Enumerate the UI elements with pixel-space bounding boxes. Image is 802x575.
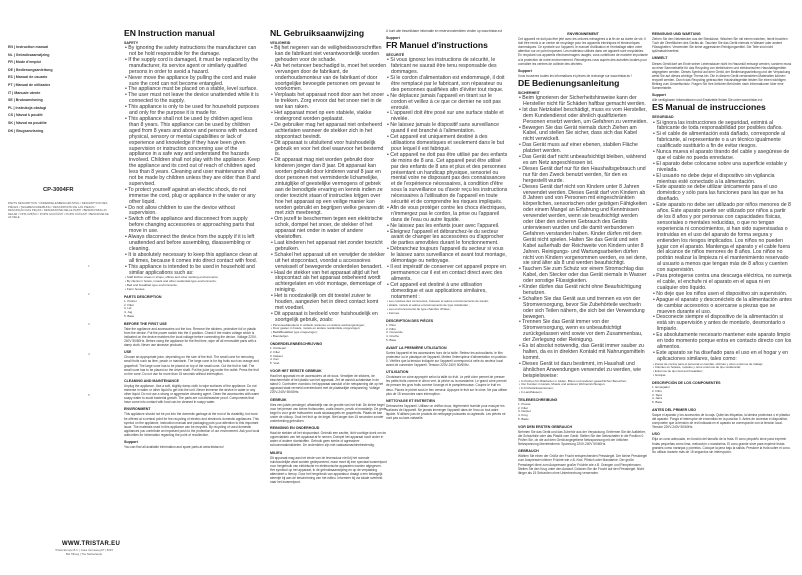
before-first-use-text: Saque el aparato y los accesorios de la caja. Quite las etiquetas, la lámina protectora o el plástico del aparato. Ponga el interruptor de encendido en la posición 0. Antes de conectar el dispositivo, compruebe que la tensión de red indicada en el aparato se corresponde con la tensión local. Tensión 220V-240V 50/60Hz.	[652, 413, 791, 430]
usage-item: • Hôtels, motels et autres environnements de type résidentiel ;	[386, 304, 508, 308]
usage-item: • Personeelskeukens in winkels, kantoren en andere werkomgevingen;	[270, 324, 387, 328]
safety-item: • Ist das Netzkabel beschädigt, muss es vom Hersteller, dem Kundendienst oder ähnlich qualifizierten Personen ersetzt werden, um Gefahren zu vermeiden.	[518, 108, 648, 126]
part-item: 2. Filter	[518, 405, 529, 410]
safety-item: • Het apparaat moet op een stabiele, vlakke ondergrond worden geplaatst.	[270, 111, 387, 123]
section-title	[270, 29, 387, 38]
safety-item: • Trennen Sie das Gerät immer von der Stromversorgung, wenn es unbeaufsichtigt zurückgelassen wird sowie vor dem Zusammenbau, der Zerlegung oder Reinigung.	[518, 320, 648, 344]
section-title	[518, 79, 648, 88]
language-index-item: FR | Mode d'emploi	[8, 60, 41, 65]
parts-heading: PARTS DESCRIPTION	[124, 294, 162, 299]
language-index-item: DK | Brugsanvisning	[8, 128, 44, 133]
environment-heading: ENVIRONNEMENT	[567, 32, 599, 36]
usage-item: • Entornos de tipo bed and breakfast;	[652, 370, 792, 374]
safety-heading: SICHERHEIT	[518, 90, 540, 95]
part-item: 5. Basis	[518, 417, 529, 421]
safety-item: • Si vous ignorez les instructions de sécurité, le fabricant ne saurait être tenu responsable des dommages.	[386, 58, 508, 76]
safety-item: • Dit apparaat is uitsluitend voor huishoudelijk gebruik en voor het doel waarvoor het bestemd is.	[270, 141, 387, 159]
safety-item: • Always disconnect the device from the supply if it is left unattended and before assembling, disassembling or cleaning.	[124, 235, 260, 253]
safety-heading: VEILIGHEID	[270, 41, 291, 45]
part-item: 5. Base	[386, 337, 397, 342]
safety-item: • Schalten Sie das Gerät aus und trennen es von der Stromversorgung, bevor Sie Zubehörteile wechseln oder sich Teilen nähern, die sich bei der Verwendung bewegen.	[518, 297, 648, 321]
safety-item: • Bij het negeren van de veiligheidsvoorschriften kan de fabrikant niet verantwoordelijk worden gehouden voor de schade.	[270, 46, 387, 64]
safety-item: • The appliance must be placed on a stable, level surface.	[124, 87, 260, 93]
safety-heading: SEGURIDAD	[652, 115, 674, 120]
before-first-use-heading: AVANT LA PREMIÈRE UTILISATION	[386, 345, 447, 350]
part-item: 1. Empujador	[652, 384, 670, 389]
before-first-use-text: Haal het apparaat en de accessoires uit de doos. Verwijder de stickers, de beschermfolie of het plastic van het apparaat. Zet de aan/uit-schakelaar in de stand 0. Controleer voordat u het apparaat aansluit of de netspanning die op het apparaat staat vermeld overeenkomt met de plaatselijke netspanning. Voltage 220V-240V 50/60Hz.	[270, 374, 384, 395]
safety-item: • Kinder dürfen das Gerät nicht ohne Beaufsichtigung benutzen.	[518, 285, 648, 297]
spanish-section	[652, 29, 792, 569]
safety-item: • Cet appareil est uniquement destiné à des utilisations domestiques et seulement dans le but pour lequel il est fabriqué.	[386, 135, 508, 153]
support-text: U kunt alle beschikbare informatie en reserveonderdelen vinden op www.tristar.eu!	[386, 29, 503, 33]
environment-text: Dit apparaat mag aan het einde van de levensduur niet bij het normale huishoudelijke afval worden gedeponeerd, maar moet bij een speciaal inzamelpunt voor hergebruik van elektrische en elektronische apparaten worden afgegeven. Het symbool op het apparaat, in de gebruiksaanwijzing en op de verpakking attendeert u hierop. Door het hergebruik van apparatuur draagt u een belangrijk steentje bij aan de bescherming van het milieu. Informeer bij uw lokale overheid naar het inzamelpunt.	[270, 455, 387, 485]
part-item: 4. Cruche	[386, 334, 400, 339]
language-index-item: NL | Gebruiksaanwijzing	[8, 52, 50, 57]
usage-item: • In Küchen für Mitarbeiter in Läden, Büros und anderen gewerblichen Bereichen;	[518, 380, 648, 384]
use-text: Choose an appropriate juice, depending on the size of the fruit. The small cone for removing small fruits such as lime, peach or mandarin. The large cone is for big fruits such as orange and grapefruit. The large cone has to be placed on top of the small cone. Cut the fruit in half. The small cone has to be placed on the driver shaft. Put the juice jug under the outlet. Press the fruit on the cone. Do not use for more than 15 seconds without interruption.	[124, 355, 259, 376]
safety-item: • Verplaats het apparaat nooit door aan het snoer te trekken. Zorg ervoor dat het snoer niet in de war kan raken.	[270, 93, 387, 111]
cleaning-text: Unplug the appliance. Use a soft, slightly damp cloth to wipe surfaces of the appliance. Do not immerse in water or other liquid to get into the unit. Never immerse the device in water or any other liquid. Do not use a strong or aggressive cleaning agent. Clean the accessories with warm soapy water to avoid bacterial growth. The parts are not dishwasher proof. Components that have come into contact with food can be cleaned in soapy water.	[124, 383, 260, 405]
safety-item: • Il est impératif de conserver cet appareil propre en permanence car il est en contact direct avec des aliments.	[386, 265, 508, 283]
safety-item: • This appliance is only to be used for household purposes and only for the purpose it is made for.	[124, 105, 260, 117]
language-index-item: EN | Instruction manual	[8, 45, 49, 49]
figure-number: 2	[88, 292, 90, 296]
use-text: Kies een juiste perskegel, afhankelijk van de grootte van het fruit. De kleine kegel voor het persen van kleine fruitsoorten, zoals limoen, perzik of mandarijn. De grote kegel is voor grote fruitsoorten zoals sinaasappels en grapefruits. Plaats de kan onder de uitloop. Druk het fruit op de kegel. Niet langer dan 15 seconden zonder onderbreking gebruiken.	[270, 402, 387, 423]
language-code: ES	[652, 102, 664, 113]
safety-item: • If the supply cord is damaged, it must be replaced by the manufacturer, its service agent or similarly qualified persons in order to avoid a hazard.	[124, 58, 260, 76]
section-title-text: Gebruiksaanwijzing	[283, 29, 365, 38]
safety-item: • El aparato debe colocarse sobre una superficie estable y nivelada.	[652, 162, 792, 174]
part-item: 3. Deckel	[518, 409, 531, 414]
language-index-item: ES | Manual de usuario	[8, 75, 48, 80]
safety-item: • Bewegen Sie das Gerät niemals durch Ziehen am Kabel, und stellen Sie sicher, dass sich das Kabel nicht verwickelt.	[518, 126, 648, 144]
usage-item: • Bed and breakfast type environments;	[124, 284, 260, 288]
french-section	[386, 29, 508, 569]
language-code: DE	[518, 77, 530, 88]
part-item: 4. Jug	[124, 310, 133, 315]
cleaning-heading: REINIGUNG UND WARTUNG	[652, 32, 701, 36]
safety-item: • Laat kinderen het apparaat niet zonder toezicht gebruiken.	[270, 241, 387, 253]
parts-description-multilang: PARTS DESCRIPTION / ONDERDELENBESCHRIJVING / DESCRIPTION DES PIÈCES / TEILEBESCHREIBUNG / DESCRIPCIÓN DE LAS PIEZAS / DESCRIÇÃO DAS PEÇAS / DESCRIZIONE DELLE PARTI / BESKRIVNING AV DELAR / OPIS CZĘŚCI / POPIS SOUČÁSTÍ / POPIS SÚČASTÍ / BESKRIVELSE AF DELE	[8, 201, 109, 220]
before-first-use-text: Take the appliance and accessories out the box. Remove the stickers, protective foil or plastic from the device. Put the power switch into the 0 position. Check if the mains voltage which is indicated on the device matches the local voltage before connecting the device. Voltage 220V-240V 50/60Hz. Before using the appliance for the first time, wipe off all removable parts with a damp cloth. Never use abrasive products.	[124, 326, 257, 348]
safety-item: • Ne laissez jamais le dispositif sans surveillance quand il est branché à l'alimentation.	[386, 123, 508, 135]
safety-item: • Dit apparaat is bedoeld voor huishoudelijk en soortgelijk gebruik, zoals:	[270, 312, 387, 324]
safety-item: • This appliance shall not be used by children aged less than 8 years. This appliance can be used by children aged from 8 years and above and persons with reduced physical, sensory or mental capabilities or lack of experience and knowledge if they have been given supervision or instruction concerning use of the appliance in a safe way and understand the hazards involved. Children shall not play with the appliance. Keep the appliance and its cord out of reach of children aged less than 8 years. Cleaning and user maintenance shall not be made by children unless they are older than 8 and supervised.	[124, 117, 260, 188]
usage-item: • Staff kitchen areas in shops, offices and other working environments;	[124, 276, 260, 280]
safety-item: • De gebruiker mag het apparaat niet onbeheerd achterlaten wanneer de stekker zich in het stopcontact bevindt.	[270, 123, 387, 141]
cleaning-heading: REINIGING EN ONDERHOUD	[270, 426, 320, 431]
support-heading: Support	[386, 36, 400, 41]
safety-item: • Om jezelf te beschermen tegen een elektrische schok, dompel het snoer, de stekker of het apparaat niet onder in water of andere vloeistoffen.	[270, 217, 387, 241]
usage-item: • Boerderijen.	[270, 335, 387, 339]
safety-item: • Si el cable de alimentación está dañado, corresponde al fabricante, al representante o a un técnico igualmente cualificado sustituirlo a fin de evitar riesgos.	[652, 132, 792, 150]
usage-item: • Clientes en hoteles, moteles y otros entornos de tipo residencial;	[652, 366, 792, 370]
usage-item: • By clients in hotels, motels and other residential type environments;	[124, 280, 260, 284]
safety-item: • Dieses Gerät darf nicht von Kindern unter 8 Jahren verwendet werden. Dieses Gerät darf von Kindern ab 8 Jahren und von Personen mit eingeschränkten körperlichen, sensorischen oder geistigen Fähigkeiten oder einem Mangel an Erfahrung und Kenntnissen verwendet werden, wenn sie beaufsichtigt werden oder über den sicheren Gebrauch des Geräts unterwiesen wurden und die damit verbundenen Gefahren verstanden haben. Kinder dürfen mit dem Gerät nicht spielen. Halten Sie das Gerät und sein Kabel außerhalb der Reichweite von Kindern unter 8 Jahren. Reinigungs- und Wartungsarbeiten dürfen nicht von Kindern vorgenommen werden, es sei denn, sie sind älter als 8 und werden beaufsichtigt.	[518, 185, 648, 268]
language-index-item: PL | Instrukcja obsługi	[8, 105, 47, 110]
safety-item: • Este aparato se debe utilizar únicamente para el uso doméstico y sólo para las funciones para las que se ha diseñado.	[652, 185, 792, 203]
safety-item: • Das Gerät muss auf einer ebenen, stabilen Fläche platziert werden.	[518, 143, 648, 155]
language-index-item: CS | Návod k použití	[8, 113, 43, 118]
figure-number: 3	[88, 322, 90, 326]
safety-item: • Si le cordon d'alimentation est endommagé, il doit être remplacé par le fabricant, son réparateur ou des personnes qualifiées afin d'éviter tout risque.	[386, 76, 508, 94]
figure-number: 1	[88, 264, 90, 268]
section-title-text: Bedienungsanleitung	[531, 77, 620, 88]
safety-item: • Schakel het apparaat uit en verwijder de stekker uit het stopcontact, voordat u accessoires verwisselt of bewegende onderdelen benadert.	[270, 253, 387, 271]
before-first-use-heading: ANTES DEL PRIMER USO	[652, 407, 697, 412]
support-heading: Support	[518, 68, 532, 73]
cleaning-text: Débranchez l'appareil. Utilisez un chiffon doux, légèrement humide pour essuyer les surfaces de l'appareil. Ne jamais immerger l'appareil dans de l'eau ou tout autre liquide. N'utilisez pas de produits de nettoyage puissants ou agressifs. Les pièces ne vont pas au lave-vaisselle.	[386, 403, 506, 421]
usage-item: • Fermes.	[386, 312, 508, 316]
use-text: Wählen Sie einen der Größe der Frucht entsprechenden Presskegel. Der kleine Presskegel zum Auspressen kleiner Früchte wie z.B. Kiwi, Pfirsich oder Mandarine. Der große Presskegel dient zum Auspressen großer Früchte wie z.B. Orangen und Pampelmusen. Stellen Sie den Krug unter den Auslauf. Drücken Sie die Frucht auf den Presskegel. Nicht länger als 15 Sekunden ohne Unterbrechung verwenden.	[518, 454, 647, 475]
safety-item: • Si ignora las instrucciones de seguridad, eximirá al fabricante de toda responsabilidad por posibles daños.	[652, 121, 792, 133]
language-index-item: IT | Manuale utente	[8, 90, 41, 95]
usage-item: • Zonas de cocina para el personal en tiendas, oficinas y otros entornos de trabajo;	[652, 363, 792, 367]
safety-item: • Haal de stekker van het apparaat altijd uit het stopcontact als het apparaat onbeheerd wordt achtergelaten en vóór montage, demontage of reiniging.	[270, 271, 387, 295]
section-title-text: Manual de instrucciones	[665, 102, 766, 113]
usage-item: • In Landhäusern.	[518, 391, 648, 395]
environment-heading: UMWELT	[652, 56, 668, 61]
language-index-item: DE | Bedienungsanleitung	[8, 67, 53, 72]
part-item: 2. Filtro	[652, 388, 663, 393]
safety-item: • Afin de vous protéger contre les chocs électriques, n'immergez pas le cordon, la prise ou l'appareil dans de l'eau ou autre liquide.	[386, 206, 508, 224]
brand-website[interactable]: WWW.TRISTAR.EU	[62, 541, 121, 547]
environment-heading: MILIEU	[270, 450, 283, 455]
safety-item: • It is absolutely necessary to keep this appliance clean at all times, because it comes into direct contact with food.	[124, 253, 260, 265]
use-heading: GEBRUIK	[270, 397, 287, 402]
company-address: Tristar Europe B.V. | Jules Verneweg 87 | 5015 BH Tilburg | The Netherlands	[55, 548, 113, 556]
language-code: FR	[386, 40, 398, 51]
environment-text: Cet appareil ne doit pas être jeté avec les ordures ménagères à la fin de sa durée de vie. Il doit être remis à un centre de recyclage pour les appareils électriques et électroniques domestiques. Ce symbole sur l'appareil, le manuel d'utilisation et l'emballage attire votre attention sur ce point important. Les matériaux utilisés dans cet appareil sont recyclables. En recyclant vos appareils électroménagers usagés, vous contribuez de manière importante à la protection de notre environnement. Renseignez-vous auprès des autorités locales pour connaître les centres de collecte des déchets.	[518, 37, 648, 66]
part-item: 1. Pilon	[386, 322, 397, 327]
part-item: 3. Lid	[124, 306, 132, 311]
part-item: 1. Pusher	[124, 298, 137, 303]
before-first-use-heading: BEFORE THE FIRST USE	[124, 321, 167, 326]
figure-number: 4	[88, 352, 90, 356]
safety-item: • Este aparato no debe ser utilizado por niños menores de 8 años. Este aparato puede ser utilizado por niños a partir de los 8 años y por personas con capacidades físicas, sensoriales o mentales reducidas, o que no tengan experiencia ni conocimientos, si han sido supervisadas o instruidas en el uso del aparato de forma segura y entienden los riesgos implicados. Los niños no pueden jugar con el aparato. Mantenga el aparato y el cable fuera del alcance de niños menores de 8 años. Los niños no podrán realizar la limpieza ni el mantenimiento reservado al usuario a menos que tengan más de 8 años y cuenten con supervisión.	[652, 203, 792, 274]
safety-item: • Dieses Gerät ist dazu bestimmt, im Haushalt und ähnlichen Anwendungen verwendet zu werden, wie beispielsweise:	[518, 362, 648, 380]
part-item: 3. Tapa	[652, 392, 662, 397]
use-heading: UTILISATION	[386, 370, 409, 375]
safety-item: • Para protegerse contra una descarga eléctrica, no sumerja el cable, el enchufe ni el aparato en el agua ni en cualquier otro líquido.	[652, 274, 792, 292]
language-code: EN	[124, 29, 136, 38]
before-first-use-text: Sortez l'appareil et les accessoires hors de la boîte. Retirez les autocollants, le film protecteur ou le plastique de l'appareil. Mettez l'interrupteur d'alimentation en position 0. Vérifiez que la tension indiquée sur l'appareil correspond à celle du secteur local avant de connecter l'appareil. Tension 220V-240V 50/60Hz.	[386, 350, 507, 368]
safety-item: • This appliance is intended to be used in household and similar applications such as:	[124, 265, 260, 277]
part-item: 1. Presse	[518, 401, 531, 406]
safety-item: • Het is noodzakelijk om dit toestel zuiver te houden, aangezien het in direct contact komt met voedsel.	[270, 294, 387, 312]
safety-item: • Este aparato se ha diseñado para el uso en el hogar y en aplicaciones similares, tales como:	[652, 351, 792, 363]
part-item: 2. Filtre	[386, 326, 397, 331]
usage-item: • Door gasten in hotels, motels en andere residentiële omgevingen;	[270, 327, 387, 331]
safety-item: • Beim Ignorieren der Sicherheitshinweise kann der Hersteller nicht für Schäden haftbar gemacht werden.	[518, 96, 648, 108]
part-item: 1. Perslepel	[270, 345, 286, 350]
safety-item: • Dit apparaat mag niet worden gebruikt door kinderen jonger dan 8 jaar. Dit apparaat kan worden gebruikt door kinderen vanaf 8 jaar en door personen met verminderde lichamelijke, zintuiglijke of geestelijke vermogens of gebrek aan de benodigde ervaring en kennis indien ze onder toezicht staan of instructies krijgen over hoe het apparaat op een veilige manier kan worden gebruikt en begrijpen welke gevaren dit met zich meebrengt.	[270, 158, 387, 217]
safety-item: • Débranchez toujours l'appareil du secteur si vous le laissez sans surveillance et avant tout montage, démontage ou nettoyage.	[386, 247, 508, 265]
safety-item: • Es absolutamente necesario mantener este aparato limpio en todo momento porque entra en contacto directo con los alimentos.	[652, 333, 792, 351]
support-text: You can find all available information and spare parts at www.tristar.eu!	[124, 445, 224, 450]
part-item: 4. Kan	[270, 357, 279, 362]
use-heading: GEBRAUCH	[518, 449, 539, 454]
support-heading: Support	[124, 440, 138, 445]
part-item: 2. Filter	[270, 349, 281, 354]
part-item: 5. Base	[652, 400, 663, 405]
cleaning-text: Haal de stekker uit het stopcontact. Gebruik een zachte, licht vochtige doek om de oppervlakken van het apparaat af te nemen. Dompel het apparaat nooit onder in water of andere vloeistoffen. Gebruik geen sterke of agressieve schoonmaakmiddelen. De onderdelen zijn niet vaatwasmachinebestendig.	[270, 431, 387, 448]
environment-text: Dieses Gerät darf am Ende seiner Lebensdauer nicht im Hausmüll entsorgt werden, sondern muss an einer Sammelstelle für das Recycling von elektrischen und elektronischen Haushaltsgeräten abgegeben werden. Dieses Symbol auf dem Gerät, der Bedienungsanleitung und der Verpackung weist Sie auf dieses wichtige Thema hin. Die in diesem Gerät verwendeten Materialien können recycelt werden. Durch das Recycling gebrauchter Haushaltsgeräte leisten Sie einen wichtigen Beitrag zum Umweltschutz. Fragen Sie Ihre örtlichen Behörden nach Informationen über eine Sammelstelle.	[652, 61, 792, 91]
safety-item: • Tauchen Sie zum Schutz vor einem Stromschlag das Kabel, den Stecker oder das Gerät niemals in Wasser oder sonstige Flüssigkeiten.	[518, 267, 648, 285]
safety-item: • The user must not leave the device unattended while it is connected to the supply.	[124, 93, 260, 105]
cleaning-text: Ziehen Sie den Netzstecker aus der Steckdose. Wischen Sie mit einem weichen, leicht feuchten Tuch die Oberflächen des Geräts ab. Tauchen Sie das Gerät niemals in Wasser oder andere Flüssigkeiten. Verwenden Sie keine aggressiven Reinigungsmittel. Die Teile sind nicht spülmaschinenfest.	[652, 37, 788, 54]
section-title	[124, 29, 260, 38]
model-number: CP-3004FR	[43, 187, 74, 193]
use-heading: USO	[652, 432, 660, 437]
usage-item: • Les environnements de type chambre d'hôtes ;	[386, 308, 508, 312]
figure-number: 5	[88, 393, 90, 397]
english-section	[124, 29, 260, 569]
safety-item: • Do not allow children to use the device without supervision.	[124, 206, 260, 218]
usage-item: • Bed&Breakfast type omgevingen;	[270, 331, 387, 335]
before-first-use-heading: VOR DEM ERSTEN GEBRAUCH	[518, 424, 573, 429]
use-text: Elija un cono adecuado, en función del tamaño de la fruta. El cono pequeño sirve para exprimir frutas pequeñas como lima, melocotón o mandarina. El cono grande sirve para exprimir frutas grandes como naranjas y pomelos. Coloque la jarra bajo la salida. Presione la fruta sobre el cono. No utilizar durante más de 15 segundos sin interrupción.	[652, 437, 791, 454]
part-item: 5. Base	[124, 313, 135, 318]
cleaning-heading: CLEANING AND MAINTENANCE	[124, 378, 179, 383]
safety-item: • Apague el aparato y desconéctelo de la alimentación antes de cambiar accesorios o acercarse a piezas que se mueven durante el uso.	[652, 298, 792, 316]
part-item: 3. Deksel	[270, 353, 283, 358]
safety-item: • Dieses Gerät darf nur für den Haushaltsgebrauch und nur für den Zweck benutzt werden, für den es hergestellt wurde.	[518, 167, 648, 185]
support-text: Alle verfügbaren Informationen und Ersatzteile finden Sie unter www.tristar.eu!	[652, 98, 763, 103]
before-first-use-text: Nehmen Sie das Gerät und das Zubehör aus der Verpackung. Entfernen Sie die Aufkleber, die Schutzfolie oder das Plastik vom Gerät. Stellen Sie den Netzschalter in die Position 0. Prüfen Sie, ob die auf dem Gerät angegebene Netzspannung mit der örtlichen Netzspannung übereinstimmt. Spannung 220V-240V 50/60Hz.	[518, 429, 646, 447]
language-index-item: SE | Bruksanvisning	[8, 98, 43, 103]
parts-heading: ONDERDELENBESCHRIJVING	[270, 341, 323, 346]
language-index	[8, 44, 98, 135]
safety-item: • Das Gerät darf nicht unbeaufsichtigt bleiben, während es am Netz angeschlossen ist.	[518, 155, 648, 167]
safety-item: • Als het netsnoer beschadigd is, moet het worden vervangen door de fabrikant, de onderhoudsmonteur van de fabrikant of door soortgelijke bevoegde personen om gevaar te voorkomen.	[270, 64, 387, 94]
language-index-item: PT | Manual de utilizador	[8, 82, 51, 87]
safety-item: • El usuario no debe dejar el dispositivo sin vigilancia mientras esté conectado a la alimentación.	[652, 174, 792, 186]
environment-heading: ENVIRONMENT	[124, 407, 151, 412]
language-code: NL	[270, 29, 282, 38]
safety-item: • Desconecte siempre el dispositivo de la alimentación si está sin supervisión y antes de montarlo, desmontarlo o limpiarlo.	[652, 315, 792, 333]
support-text: Vous trouverez toutes les informations et pièces de rechange sur www.tristar.eu !	[518, 73, 633, 78]
safety-item: • Cet appareil est destiné à une utilisation domestique et aux applications similaires, notamment :	[386, 283, 508, 301]
use-text: Choisissez un cône approprié selon la taille du fruit. Le petit cône permet de presser les petits fruits comme le citron vert, la pêche ou la mandarine. Le grand cône permet de presser les gros fruits comme l'orange et le pamplemousse. Coupez le fruit en deux. Placez le pichet sous le bec verseur. Appuyez le fruit sur le cône. Ne pas utiliser plus de 15 secondes sans interruption.	[386, 375, 508, 396]
german-section	[518, 29, 648, 569]
support-heading: Support	[652, 93, 666, 98]
safety-item: • L'appareil doit être posé sur une surface stable et nivelée.	[386, 111, 508, 123]
safety-item: • Cet appareil ne doit pas être utilisé par des enfants de moins de 8 ans. Cet appareil peut être utilisé par des enfants de 8 ans et plus et des personnes présentant un handicap physique, sensoriel ou mental voire ne disposant pas des connaissances et de l'expérience nécessaires, à condition d'être sous la surveillance ou d'avoir reçu les instructions nécessaires à l'utilisation de l'appareil en toute sécurité et de comprendre les risques impliqués.	[386, 153, 508, 206]
safety-item: • To protect yourself against an electric shock, do not immerse the cord, plug or appliance in the water or any other liquid.	[124, 188, 260, 206]
safety-item: • Es ist absolut notwendig, das Gerät immer sauber zu halten, da es in direkten Kontakt mit Nahrungsmitteln kommt.	[518, 344, 648, 362]
section-title-text: Manuel d'instructions	[399, 40, 488, 51]
cover-sidebar	[0, 0, 121, 575]
section-title-text: Instruction manual	[137, 29, 215, 38]
part-item: 3. Couvercle	[386, 330, 403, 335]
usage-item: • Farm houses.	[124, 288, 260, 292]
parts-heading: TEILEBESCHREIBUNG	[518, 397, 558, 402]
part-item: 4. Krug	[518, 413, 528, 418]
environment-text: This appliance should not be put into the domestic garbage at the end of its durability, but must be offered at a central point for the recycling of electric and electronic domestic appliances. This symbol on the appliance, instruction manual and packaging puts your attention to this important issue. The materials used in this appliance can be recycled. By recycling of used domestic appliances you contribute an important push to the protection of our environment. Ask your local authorities for information regarding the point of recollection.	[124, 412, 260, 437]
section-title	[386, 41, 508, 50]
safety-item: • Éteignez l'appareil et débranchez-le du secteur avant de changer les accessoires ou d'approcher de parties amovibles durant le fonctionnement.	[386, 230, 508, 248]
usage-item: • Granjas.	[652, 374, 792, 378]
safety-item: • Nunca mueva el aparato tirando del cable y asegúrese de que el cable no pueda enredarse.	[652, 150, 792, 162]
part-item: 4. Jarra	[652, 396, 663, 401]
part-item: 2. Filter	[124, 302, 135, 307]
dutch-section	[270, 29, 387, 569]
parts-heading: DESCRIPTION DES PIÈCES	[386, 318, 434, 323]
usage-item: • In Frühstückspensionen;	[518, 387, 648, 391]
safety-item: • Never move the appliance by pulling the cord and make sure the cord can not become entangled.	[124, 76, 260, 88]
before-first-use-heading: VOOR HET EERSTE GEBRUIK	[270, 368, 322, 373]
safety-heading: SÉCURITÉ	[386, 53, 405, 58]
part-item: 5. Voet	[270, 361, 280, 366]
section-title	[652, 103, 792, 112]
use-heading: USE	[124, 350, 132, 355]
safety-item: • By ignoring the safety instructions the manufacturer can not be hold responsible for the damage.	[124, 46, 260, 58]
safety-item: • Switch off the appliance and disconnect from supply before changing accessories or approaching parts that move in use.	[124, 217, 260, 235]
usage-item: • Les cuisines des commerces, bureaux et autres environnements de travail ;	[386, 300, 508, 304]
parts-heading: DESCRIPCIÓN DE LOS COMPONENTES	[652, 380, 721, 385]
usage-item: • Von Kunden in Hotels, Motels und anderen Wohneinrichtungen;	[518, 383, 648, 387]
safety-item: • No deje que los niños usen el dispositivo sin supervisión.	[652, 292, 792, 298]
safety-item: • Ne laissez pas les enfants jouer avec l'appareil.	[386, 224, 508, 230]
language-index-item: SK | Návod na použitie	[8, 120, 47, 125]
safety-heading: SAFETY	[124, 41, 139, 45]
safety-item: • Ne déplacez jamais l'appareil en tirant sur le cordon et veillez à ce que ce dernier ne soit pas enroulé.	[386, 94, 508, 112]
cleaning-heading: NETTOYAGE ET ENTRETIEN	[386, 398, 435, 403]
